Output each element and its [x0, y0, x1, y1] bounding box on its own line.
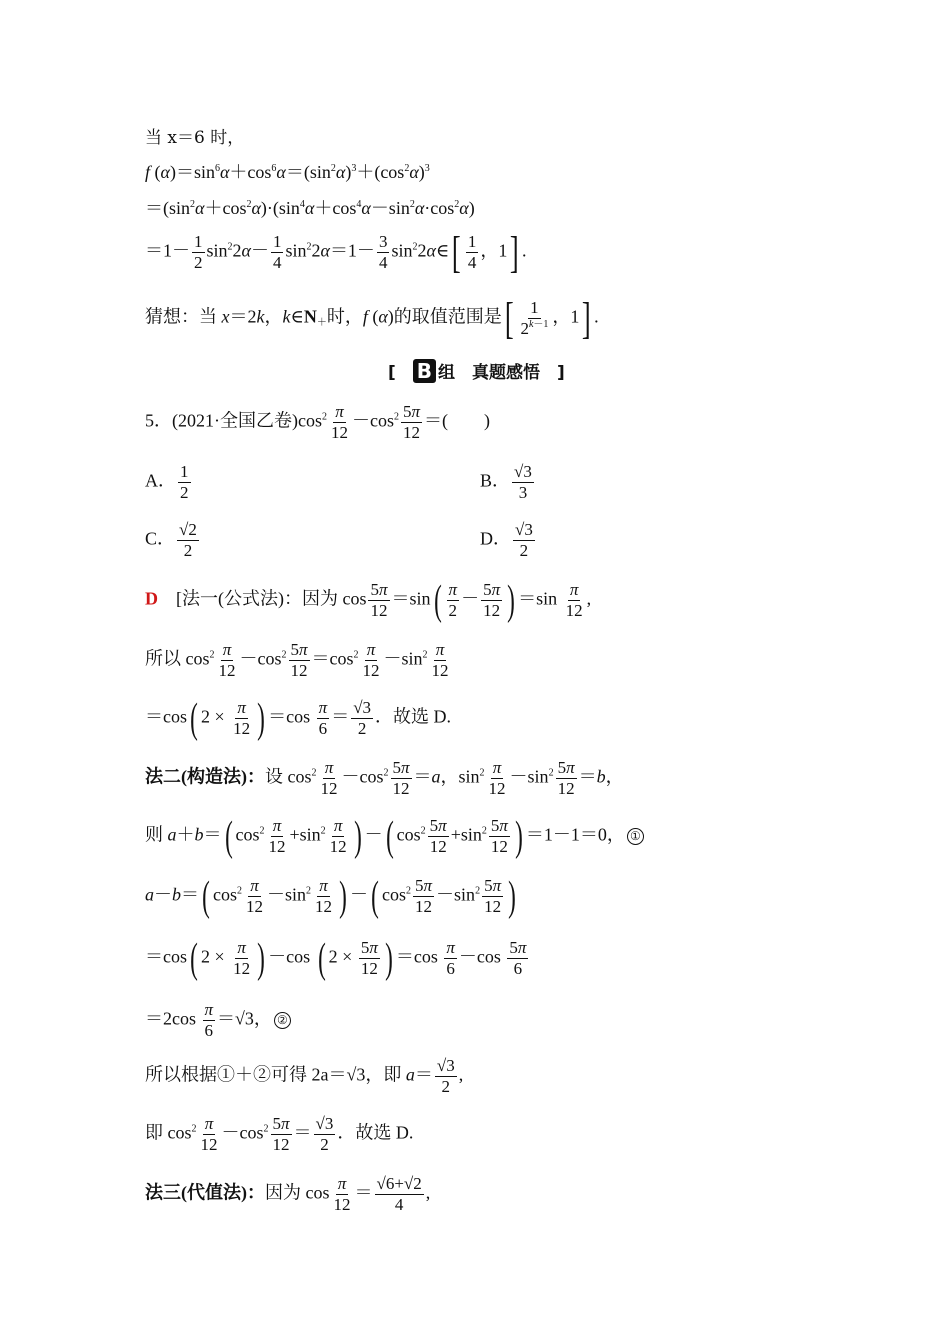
section-heading: [ B 组 真题感悟 ]	[388, 359, 565, 383]
question-stem: 5．(2021·全国乙卷)$\cos^2$ $\frac{\pi}{12}$ $-\cos^2$ $\frac{5\pi}{12}$ ＝( )	[145, 402, 491, 442]
circle-one: ①	[627, 828, 644, 845]
option-c[interactable]: C． $\frac{√2}{2}$	[145, 520, 197, 560]
then-label: 则	[145, 824, 163, 845]
method1-label: [法一(公式法)：	[176, 588, 302, 609]
method1-result-line: ＝cos( 2 × $\frac{\pi}{12}$ ) ＝cos $\frac{\pi}{6}$ ＝ $\frac{√3}{2}$ ．故选 D.	[145, 695, 452, 742]
method3-because: 因为	[265, 1182, 301, 1203]
method2-cos-line: ＝cos( 2 × $\frac{\pi}{12}$ ) －cos ( 2 × $\frac{5\pi}{12}$ ) ＝cos $\frac{\pi}{6}$ －cos $\frac{5\pi}{6}$	[145, 935, 527, 982]
conclusion1: ．故选 D.	[375, 706, 452, 727]
method1-because: 因为	[301, 588, 338, 609]
question-source: (2021·全国乙卷)	[172, 410, 298, 431]
method2-label: 法二(构造法)：	[145, 766, 265, 787]
result-sum: ＝1－1＝0，	[525, 824, 625, 845]
option-b-letter: B．	[480, 470, 511, 491]
when-x6-text: 当 x＝6 时，	[145, 128, 245, 148]
method2-solve-line: 所以根据①＋②可得 2a＝√3，即 a＝ $\frac{√3}{2}$ ,	[145, 1056, 464, 1096]
ie-label: 即	[145, 1122, 163, 1143]
section-badge: B	[413, 359, 436, 383]
option-d-letter: D．	[480, 528, 511, 549]
section-label: 组 真题感悟	[438, 363, 541, 383]
option-d[interactable]: D． $\frac{√3}{2}$	[480, 520, 533, 560]
option-a-letter: A．	[145, 470, 176, 491]
conclusion2: ．故选 D.	[337, 1122, 414, 1143]
so-by-label: 所以根据①＋②可得 2a＝√3，即	[145, 1064, 402, 1085]
f-alpha-expand-line: $=(\sin^2\alpha+\cos^2\alpha)\cdot(\sin^4\alpha+\cos^4\alpha-\sin^2\alpha\cdot\cos^2\alpha)$	[145, 198, 475, 218]
method2-line: 法二(构造法)：设 $\cos^2$ $\frac{\pi}{12}$ $-\cos^2$ $\frac{5\pi}{12}$ ＝a，$\sin^2$ $\frac{\pi}{12}$ $-\sin^2$ $\frac{5\pi}{12}$ ＝b，	[145, 758, 624, 798]
so-label: 所以	[145, 648, 181, 669]
option-b[interactable]: B． $\frac{√3}{3}$	[480, 462, 532, 502]
method2-set: 设	[265, 766, 283, 787]
method1-line: D [法一(公式法)：因为 cos $\frac{5\pi}{12}$ ＝sin( $\frac{\pi}{2}$ － $\frac{5\pi}{12}$ ) ＝sin $\frac{\pi}{12}$ ,	[145, 577, 592, 624]
method2-value-line: ＝2cos $\frac{\pi}{6}$ ＝√3， ②	[145, 1000, 291, 1041]
method2-sum-line: 则 a＋b＝( $\cos^2$ $\frac{\pi}{12}$ $+\sin^2$ $\frac{\pi}{12}$ ) －( $\cos^2$ $\frac{5\pi}{12}$ $+\sin^2$ $\frac{5\pi}{12}$ ) ＝1－1＝0， ①	[145, 816, 644, 857]
method3-label: 法三(代值法)：	[145, 1182, 265, 1203]
f-alpha-line: f $(\alpha)=\sin^6\alpha+\cos^6\alpha=(\sin^2\alpha)^3+(\cos^2\alpha)^3$	[145, 162, 430, 182]
method2-conclusion-line: 即 $\cos^2$ $\frac{\pi}{12}$ $-\cos^2$ $\frac{5\pi}{12}$ ＝ $\frac{√3}{2}$ ．故选 D.	[145, 1114, 414, 1154]
method3-line: 法三(代值法)：因为 cos $\frac{\pi}{12}$ ＝ $\frac{√6+√2}{4}$ ,	[145, 1174, 431, 1214]
answer-label: D	[145, 588, 158, 609]
f-alpha-range-line: ＝1－ $\frac{1}{2}$ $\sin^22\alpha-$ $\frac{1}{4}$ $\sin^22\alpha=1-$ $\frac{3}{4}$ $\sin^22\alpha\in$[ $\frac{1}{4}$ ，1] .	[145, 227, 527, 277]
option-a[interactable]: A． $\frac{1}{2}$	[145, 462, 189, 502]
method1-so-line: 所以 $\cos^2$ $\frac{\pi}{12}$ $-\cos^2$ $\frac{5\pi}{12}$ $=\cos^2$ $\frac{\pi}{12}$ $-\sin^2$ $\frac{\pi}{12}$	[145, 640, 449, 680]
option-c-letter: C．	[145, 528, 176, 549]
guess-line: 猜想：当 x＝2k，$k\in N_+$时，f (α)的取值范围是[ $\frac{1}{2^{k-1}}$ ，1] .	[145, 293, 599, 343]
question-number: 5．	[145, 410, 172, 431]
method2-diff-line: a－b＝( $\cos^2$ $\frac{\pi}{12}$ $-\sin^2$ $\frac{\pi}{12}$ ) －( $\cos^2$ $\frac{5\pi}{12}$ $-\sin^2$ $\frac{5\pi}{12}$ )	[145, 873, 516, 920]
circle-two: ②	[274, 1012, 291, 1029]
question-stem-end: ＝( )	[424, 410, 491, 431]
when-x6-line	[145, 126, 244, 150]
